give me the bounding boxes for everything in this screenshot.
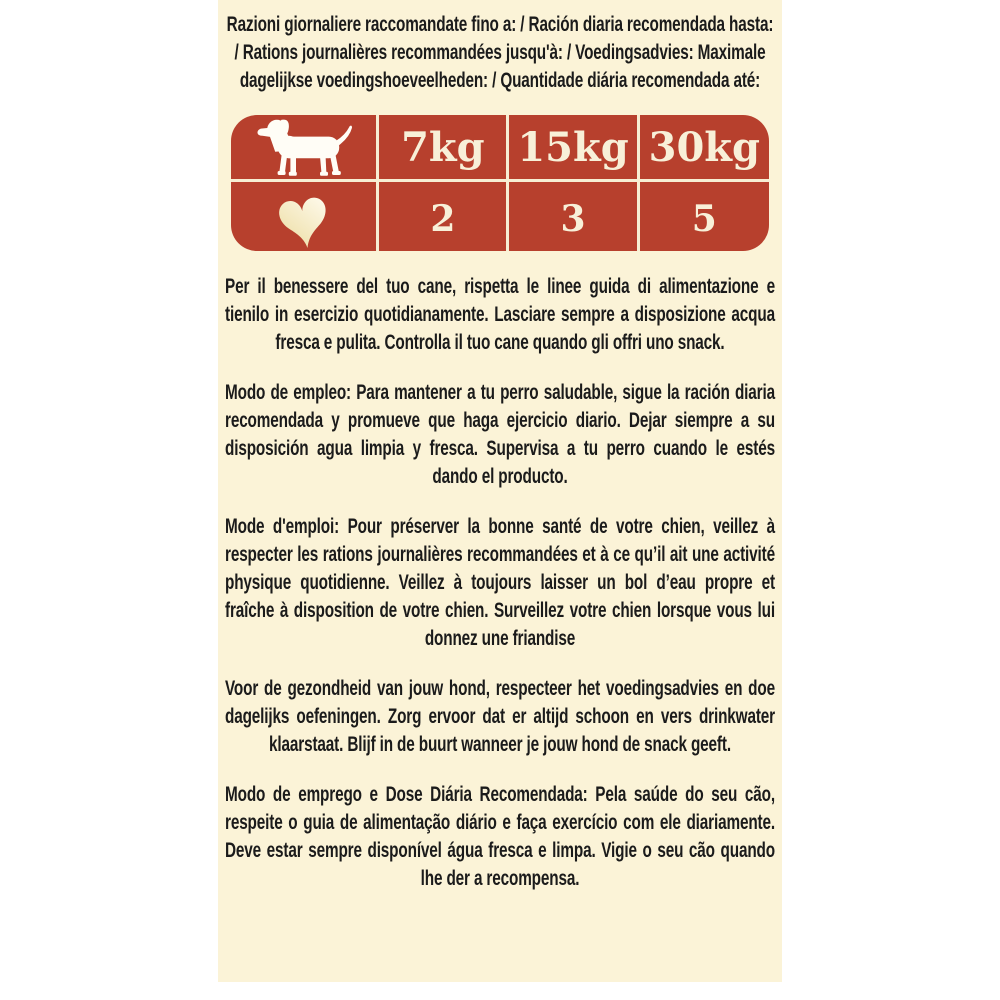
weight-header-cell: 30kg	[637, 115, 769, 179]
table-cell-dog	[231, 115, 376, 179]
weight-header-cell: 15kg	[506, 115, 636, 179]
feeding-guide-table	[231, 115, 769, 251]
pet-food-label-panel	[218, 0, 782, 982]
weight-header-cell: 7kg	[376, 115, 506, 179]
feeding-advice-dutch: Voor de gezondheid van jouw hond, respecteer het voedingsadvies en doe dagelijks oefeningen. Zorg ervoor dat er altijd schoon en vers drinkwater klaarstaat. Blijf in de buurt wanneer je jouw hond de snack geeft.	[225, 677, 775, 756]
portion-value-cell: 3	[506, 179, 636, 251]
dog-icon	[253, 115, 355, 179]
daily-rations-header: Razioni giornaliere raccomandate fino a: / Ración diaria recomendada hasta: / Rations journalières recommandées jusqu'à: / Voedingsadvies: Maximale dagelijkse voedingshoeveelheden: / Quantidade diária recomendada até:	[226, 13, 774, 92]
table-cell-heart	[231, 179, 376, 251]
feeding-advice-italian: Per il benessere del tuo cane, rispetta le linee guida di alimentazione e tienilo in esercizio quotidianamente. Lasciare sempre a disposizione acqua fresca e pulita. Controlla il tuo cane quando gli offri uno snack.	[225, 275, 775, 354]
heart-icon	[274, 190, 334, 251]
portion-value-cell: 2	[376, 179, 506, 251]
feeding-advice-spanish: Modo de empleo: Para mantener a tu perro saludable, sigue la ración diaria recomendada y promueve que haga ejercicio diario. Dejar siempre a su disposición agua limpia y fresca. Supervisa a tu perro cuando le estés dando el producto.	[225, 381, 775, 488]
portion-value-cell: 5	[637, 179, 769, 251]
feeding-advice-french: Mode d'emploi: Pour préserver la bonne santé de votre chien, veillez à respecter les rations journalières recommandées et à ce qu’il ait une activité physique quotidienne. Veillez à toujours laisser un bol d’eau propre et fraîche à disposition de votre chien. Surveillez votre chien lorsque vous lui donnez une friandise	[225, 515, 775, 650]
feeding-advice-portuguese: Modo de emprego e Dose Diária Recomendada: Pela saúde do seu cão, respeite o guia de alimentação diário e faça exercício com ele diariamente. Deve estar sempre disponível água fresca e limpa. Vigie o seu cão quando lhe der a recompensa.	[225, 783, 775, 890]
